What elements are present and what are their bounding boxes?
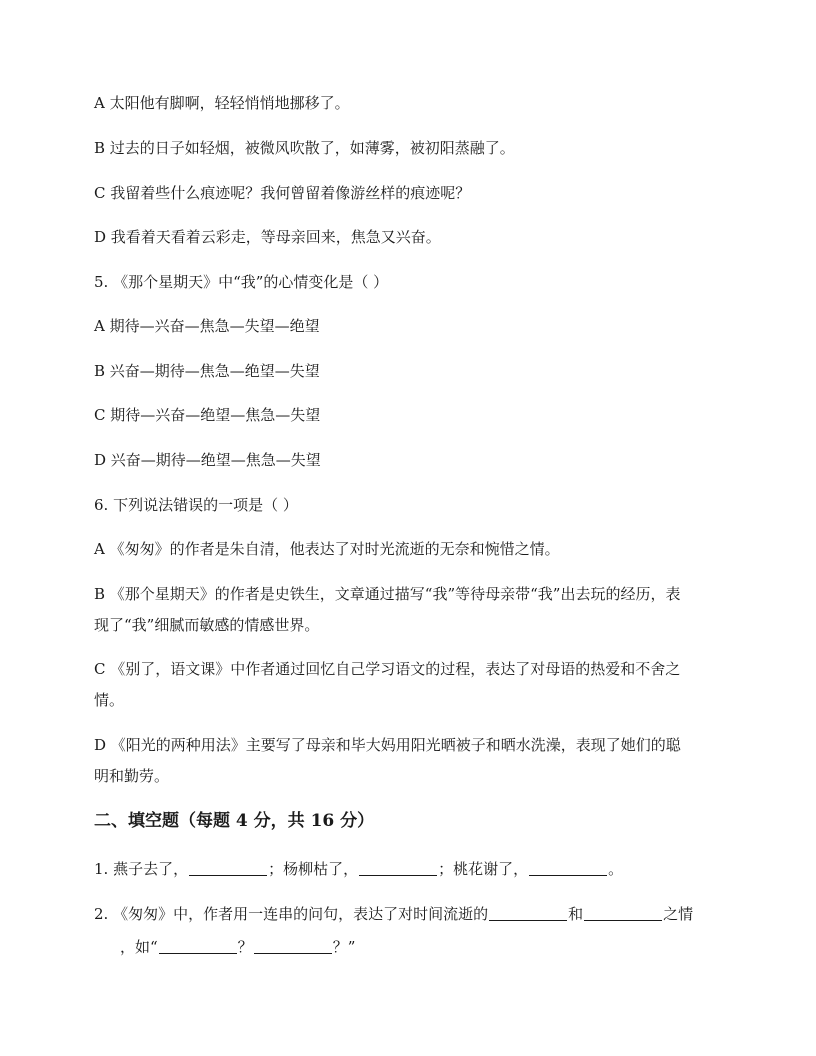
q5-option-b: B 兴奋—期待—焦急—绝望—失望	[94, 362, 320, 380]
q5-option-a: A 期待—兴奋—焦急—失望—绝望	[94, 317, 320, 335]
answer-blank[interactable]	[529, 861, 607, 876]
fill2-text-4: ，如“	[120, 938, 158, 956]
q6-option-d-line1: D 《阳光的两种用法》主要写了母亲和毕大妈用阳光晒被子和晒水洗澡，表现了她们的聪	[94, 736, 681, 754]
q6-option-a: A 《匆匆》的作者是朱自清，他表达了对时光流逝的无奈和惋惜之情。	[94, 540, 560, 558]
fill2-text-6: ？”	[332, 938, 356, 956]
fill2-text-1: 2. 《匆匆》中，作者用一连串的问句，表达了对时间流逝的	[94, 905, 489, 923]
q4-option-c: C 我留着些什么痕迹呢？我何曾留着像游丝样的痕迹呢？	[94, 184, 471, 202]
q6-option-b-line2: 现了“我”细腻而敏感的情感世界。	[94, 616, 320, 634]
answer-blank[interactable]	[359, 861, 437, 876]
q6-stem: 6. 下列说法错误的一项是（ ）	[94, 496, 298, 514]
section-title-fill-in: 二、填空题（每题 4 分，共 16 分）	[94, 811, 375, 831]
fill1-text-3: ；桃花谢了，	[438, 860, 529, 878]
fill2-text-2: 和	[568, 905, 584, 923]
q5-stem: 5. 《那个星期天》中“我”的心情变化是（ ）	[94, 273, 389, 291]
q6-option-c-line1: C 《别了，语文课》中作者通过回忆自己学习语文的过程，表达了对母语的热爱和不舍之	[94, 660, 681, 678]
fill1-text-1: 1. 燕子去了，	[94, 860, 189, 878]
q6-option-d-line2: 明和勤劳。	[94, 767, 170, 785]
q6-option-b-line1: B 《那个星期天》的作者是史铁生，文章通过描写“我”等待母亲带“我”出去玩的经历，表	[94, 585, 681, 603]
fill2-text-3: 之情	[663, 905, 694, 923]
q5-option-c: C 期待—兴奋—绝望—焦急—失望	[94, 406, 321, 424]
q4-option-b: B 过去的日子如轻烟，被微风吹散了，如薄雾，被初阳蒸融了。	[94, 139, 515, 157]
q4-option-d: D 我看着天看着云彩走，等母亲回来，焦急又兴奋。	[94, 228, 441, 246]
q5-option-d: D 兴奋—期待—绝望—焦急—失望	[94, 451, 321, 469]
answer-blank[interactable]	[489, 906, 567, 921]
answer-blank[interactable]	[189, 861, 267, 876]
answer-blank[interactable]	[159, 939, 237, 954]
q6-option-c-line2: 情。	[94, 691, 125, 709]
fill2-text-5: ？	[237, 938, 253, 956]
answer-blank[interactable]	[584, 906, 662, 921]
q4-option-a: A 太阳他有脚啊，轻轻悄悄地挪移了。	[94, 94, 350, 112]
fill-question-2-line2	[120, 932, 355, 963]
fill1-text-2: ；杨柳枯了，	[268, 860, 359, 878]
fill-question-2-line1	[94, 899, 726, 930]
fill1-text-4: 。	[608, 860, 624, 878]
fill-question-1	[94, 854, 726, 885]
answer-blank[interactable]	[254, 939, 332, 954]
